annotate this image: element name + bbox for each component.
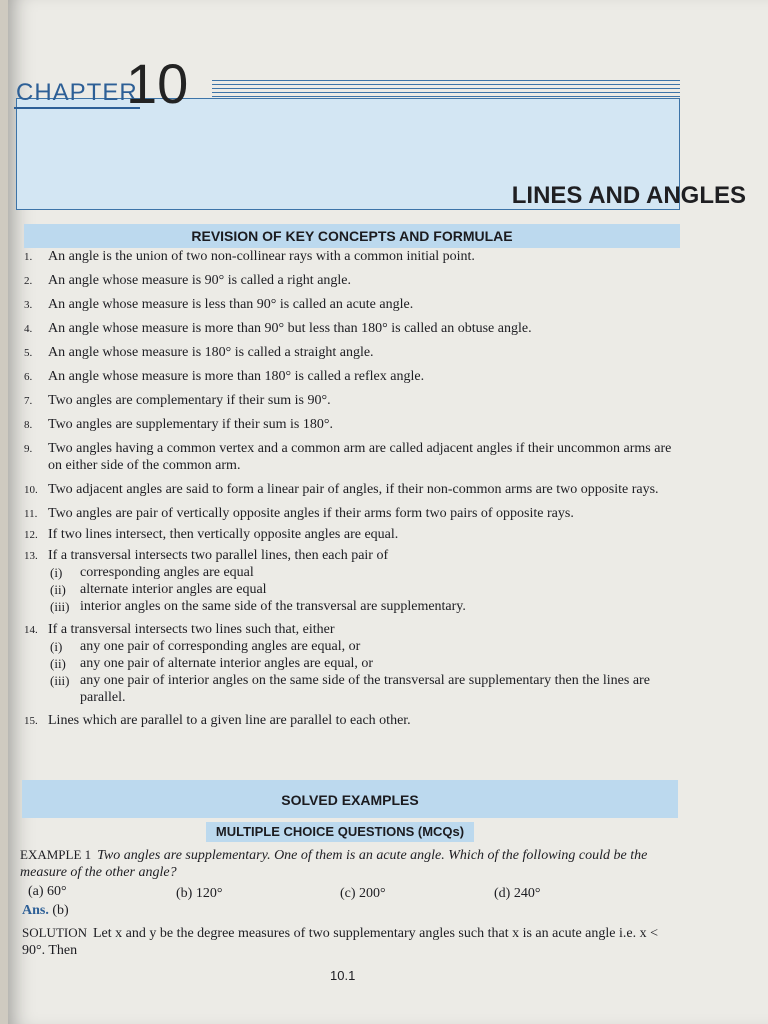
chapter-number: 10 xyxy=(126,52,189,115)
concept-item xyxy=(24,296,684,313)
concept-text: If a transversal intersects two lines such that, either xyxy=(48,622,335,637)
concept-item xyxy=(24,712,684,729)
sub-item xyxy=(24,581,684,598)
concept-item xyxy=(24,368,684,385)
option-d: (d) 240° xyxy=(494,886,541,901)
revision-header: REVISION OF KEY CONCEPTS AND FORMULAE xyxy=(191,228,513,244)
concept-number: 4. xyxy=(24,323,33,335)
sub-text: alternate interior angles are equal xyxy=(80,582,267,597)
concept-item xyxy=(24,481,684,498)
revision-header-band xyxy=(24,224,680,248)
sub-label: (ii) xyxy=(50,656,66,671)
solution-text: Let x and y be the degree measures of two supplementary angles such that x is an acute angle i.e. x < 90°. Then xyxy=(22,926,658,958)
concept-item xyxy=(24,248,684,265)
concept-text: Two angles are supplementary if their sum is 180°. xyxy=(48,417,333,432)
concept-number: 9. xyxy=(24,443,33,455)
concept-text: An angle whose measure is 180° is called a straight angle. xyxy=(48,345,374,360)
sub-label: (i) xyxy=(50,639,63,654)
concept-number: 15. xyxy=(24,715,38,727)
concept-text: Two angles are complementary if their sum is 90°. xyxy=(48,393,331,408)
example-question-text: Two angles are supplementary. One of them is an acute angle. Which of the following could be the measure of the other angle? xyxy=(20,848,648,880)
concept-item xyxy=(24,416,684,433)
sub-item xyxy=(24,598,684,615)
concept-list xyxy=(24,248,684,729)
example-question xyxy=(20,846,680,881)
option-a: (a) 60° xyxy=(28,884,67,899)
sub-text: any one pair of alternate interior angles are equal, or xyxy=(80,656,374,671)
concept-item xyxy=(24,392,684,409)
concept-text: An angle is the union of two non-collinear rays with a common initial point. xyxy=(48,249,475,264)
concept-text: An angle whose measure is more than 180° is called a reflex angle. xyxy=(48,369,425,384)
concept-item xyxy=(24,320,684,337)
concept-item xyxy=(24,547,684,615)
concept-number: 14. xyxy=(24,624,38,636)
mcq-header: MULTIPLE CHOICE QUESTIONS (MCQs) xyxy=(215,824,465,839)
concept-number: 13. xyxy=(24,550,38,562)
concept-text: An angle whose measure is more than 90° but less than 180° is called an obtuse angle. xyxy=(48,321,532,336)
sub-item xyxy=(24,564,684,581)
concept-number: 5. xyxy=(24,347,33,359)
answer-line xyxy=(22,903,69,919)
concept-number: 8. xyxy=(24,419,33,431)
option-b: (b) 120° xyxy=(176,886,223,901)
answer-value: (b) xyxy=(52,903,69,918)
chapter-label: CHAPTER xyxy=(14,79,140,109)
answer-label: Ans. xyxy=(22,903,49,918)
concept-number: 2. xyxy=(24,275,33,287)
concept-text: An angle whose measure is 90° is called a right angle. xyxy=(48,273,352,288)
concept-item xyxy=(24,621,684,706)
concept-item xyxy=(24,505,684,522)
solution-label: SOLUTION xyxy=(22,925,87,940)
concept-text: An angle whose measure is less than 90° is called an acute angle. xyxy=(48,297,414,312)
concept-text: If two lines intersect, then vertically opposite angles are equal. xyxy=(48,527,399,542)
option-c: (c) 200° xyxy=(340,886,386,901)
concept-number: 12. xyxy=(24,529,38,541)
solved-examples-band xyxy=(22,780,678,818)
solution-paragraph xyxy=(22,924,682,959)
sub-label: (ii) xyxy=(50,582,66,597)
concept-number: 1. xyxy=(24,251,33,263)
sub-text: any one pair of corresponding angles are equal, or xyxy=(80,639,361,654)
sub-text: corresponding angles are equal xyxy=(80,565,254,580)
sub-item xyxy=(24,638,684,655)
concept-number: 6. xyxy=(24,371,33,383)
page-number: 10.1 xyxy=(330,968,356,983)
sub-label: (i) xyxy=(50,565,63,580)
concept-item xyxy=(24,526,684,543)
concept-text: Two adjacent angles are said to form a linear pair of angles, if their non-common arms are two opposite rays. xyxy=(48,482,659,497)
concept-text: Lines which are parallel to a given line are parallel to each other. xyxy=(48,713,411,728)
sub-text: interior angles on the same side of the transversal are supplementary. xyxy=(80,599,466,614)
chapter-decorative-lines xyxy=(212,80,680,100)
concept-text: If a transversal intersects two parallel lines, then each pair of xyxy=(48,548,389,563)
concept-text: Two angles having a common vertex and a common arm are called adjacent angles if their uncommon arms are on either side of the common arm. xyxy=(48,441,672,473)
concept-text: Two angles are pair of vertically opposite angles if their arms form two pairs of opposite rays. xyxy=(48,506,574,521)
concept-item xyxy=(24,440,684,474)
concept-item xyxy=(24,344,684,361)
solved-examples-header: SOLVED EXAMPLES xyxy=(281,792,419,808)
sub-text: any one pair of interior angles on the same side of the transversal are supplementary then the lines are parallel. xyxy=(80,673,650,705)
concept-number: 3. xyxy=(24,299,33,311)
concept-number: 11. xyxy=(24,508,38,520)
chapter-title: LINES AND ANGLES xyxy=(511,182,746,209)
concept-item xyxy=(24,272,684,289)
mcq-band xyxy=(206,822,474,842)
sub-item xyxy=(24,655,684,672)
example-label: EXAMPLE 1 xyxy=(20,847,92,862)
concept-number: 10. xyxy=(24,484,38,496)
concept-number: 7. xyxy=(24,395,33,407)
sub-item xyxy=(24,672,684,706)
sub-label: (iii) xyxy=(50,599,70,614)
sub-label: (iii) xyxy=(50,673,70,688)
